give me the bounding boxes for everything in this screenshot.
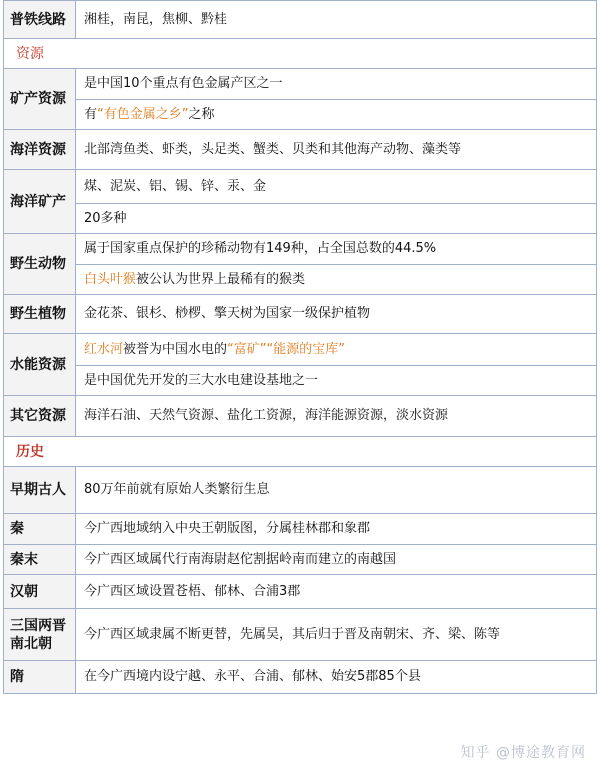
row-content (76, 467, 597, 514)
highlight-text: 白头叶猴 (84, 271, 137, 287)
row-label: 海洋资源 (4, 130, 76, 170)
row-content (76, 396, 597, 437)
row-label: 野生植物 (4, 295, 76, 334)
table-row (4, 545, 597, 575)
table-row (4, 204, 597, 234)
row-content (76, 130, 597, 170)
content-text: 之称 (188, 106, 215, 122)
content-text: 20多种 (84, 210, 127, 226)
content-text: 今广西区域设置苍梧、郁林、合浦3郡 (84, 583, 301, 599)
content-text: 海洋石油、天然气资源、盐化工资源，海洋能源资源，淡水资源 (84, 408, 449, 423)
highlight-text: “有色金属之乡” (97, 106, 189, 122)
content-text: 是中国10个重点有色金属产区之一 (84, 76, 283, 91)
table-row (4, 334, 597, 366)
row-content (76, 661, 597, 694)
row-content (76, 234, 597, 265)
row-label: 早期古人 (4, 467, 76, 514)
content-text: 湘桂，南昆，焦柳、黔桂 (84, 11, 228, 27)
table-row (4, 234, 597, 265)
section-title: 历史 (4, 437, 597, 467)
table-row (4, 366, 597, 396)
content-text: 被誉为中国水电的 (123, 341, 228, 357)
row-label: 三国两晋南北朝 (4, 609, 76, 661)
row-label: 野生动物 (4, 234, 76, 295)
row-label: 秦末 (4, 545, 76, 575)
table-row (4, 396, 597, 437)
row-label: 海洋矿产 (4, 170, 76, 234)
content-text: 今广西区域属代行南海尉赵佗割据岭南而建立的南越国 (84, 551, 397, 567)
content-text: 是中国优先开发的三大水电建设基地之一 (84, 372, 319, 388)
table-row (4, 661, 597, 694)
row-content (76, 204, 597, 234)
content-text: 今广西区域隶属不断更替，先属吴，其后归于晋及南朝宋、齐、梁、陈等 (84, 626, 501, 642)
table-row (4, 265, 597, 295)
watermark: 知乎 @博途教育网 (460, 745, 586, 761)
highlight-text: 红水河 (84, 341, 124, 357)
table-row (4, 130, 597, 170)
row-label: 隋 (4, 661, 76, 694)
content-text: 金花茶、银杉、桫椤、擎天树为国家一级保护植物 (84, 306, 371, 321)
table-row (4, 170, 597, 204)
row-content (76, 575, 597, 609)
table-row (4, 609, 597, 661)
table-row (4, 575, 597, 609)
row-label: 秦 (4, 514, 76, 545)
table-row (4, 1, 597, 39)
table-row (4, 514, 597, 545)
section-title: 资源 (4, 39, 597, 69)
row-content (76, 545, 597, 575)
row-content (76, 366, 597, 396)
row-content (76, 170, 597, 204)
content-text: 北部湾鱼类、虾类，头足类、蟹类、贝类和其他海产动物、藻类等 (84, 141, 462, 157)
row-content (76, 1, 597, 39)
row-label: 其它资源 (4, 396, 76, 437)
content-text: 被公认为世界上最稀有的猴类 (136, 271, 306, 287)
row-label: 水能资源 (4, 334, 76, 396)
row-content (76, 334, 597, 366)
row-content (76, 514, 597, 545)
content-text: 在今广西境内设宁越、永平、合浦、郁林、始安5郡85个县 (84, 669, 421, 684)
row-content (76, 609, 597, 661)
row-content (76, 265, 597, 295)
content-text: 属于国家重点保护的珍稀动物有149种，占全国总数的44.5% (84, 241, 437, 256)
row-label: 矿产资源 (4, 69, 76, 130)
content-text: 今广西地域纳入中央王朝版图，分属桂林郡和象郡 (84, 521, 371, 536)
table-row (4, 100, 597, 130)
table-row (4, 295, 597, 334)
highlight-text: “富矿”“能源的宝库” (227, 341, 345, 357)
table-row (4, 69, 597, 100)
row-content (76, 69, 597, 100)
content-text: 有 (84, 106, 98, 122)
info-table (3, 0, 597, 694)
content-text: 80万年前就有原始人类繁衍生息 (84, 482, 270, 497)
row-content (76, 295, 597, 334)
row-label: 普铁线路 (4, 1, 76, 39)
row-content (76, 100, 597, 130)
table-row (4, 467, 597, 514)
section-row (4, 39, 597, 69)
content-text: 煤、泥炭、铝、锡、锌、汞、金 (84, 178, 267, 194)
section-row (4, 437, 597, 467)
row-label: 汉朝 (4, 575, 76, 609)
